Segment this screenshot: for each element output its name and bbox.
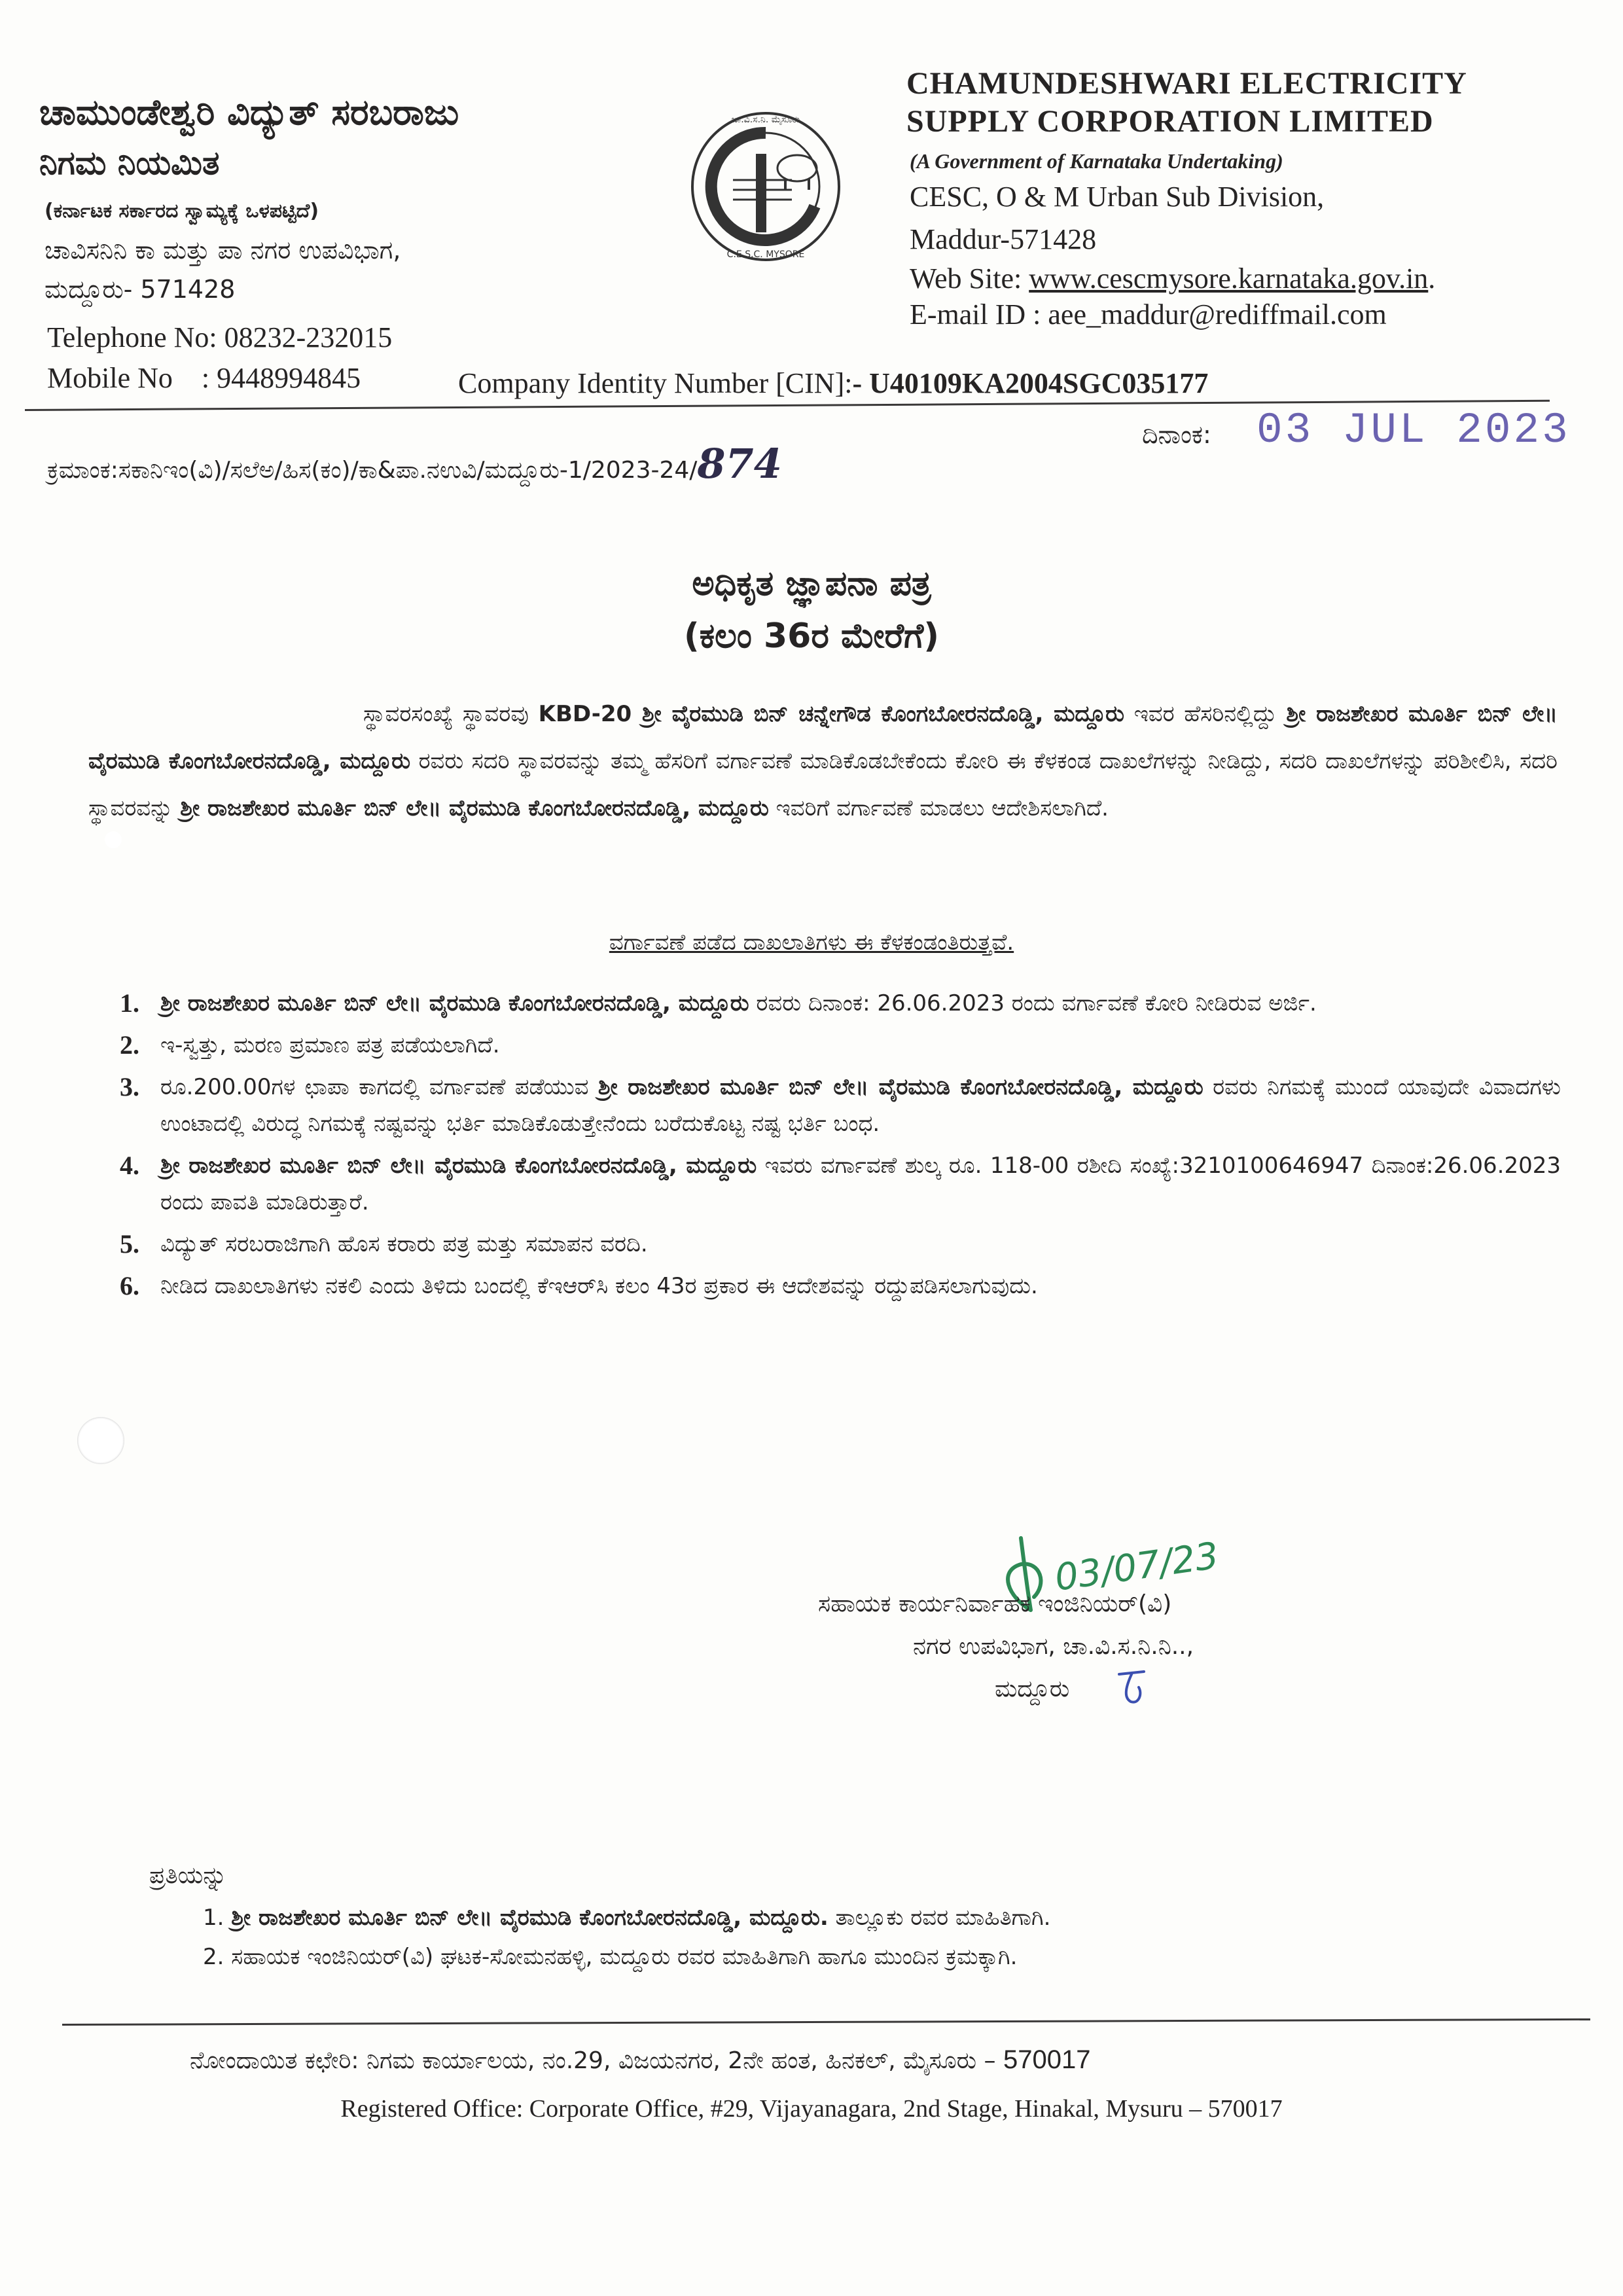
org-name-kn-line1: ಚಾಮುಂಡೇಶ್ವರಿ ವಿದ್ಯುತ್ ಸರಬರಾಜು <box>39 92 459 133</box>
list-text: ನೀಡಿದ ದಾಖಲಾತಿಗಳು ನಕಲಿ ಎಂದು ತಿಳಿದು ಬಂದಲ್ಲಿ ಕೆಇಆರ್‌ಸಿ ಕಲಂ 43ರ ಪ್ರಕಾರ ಈ ಆದೇಶವನ್ನು ರದ್ದುಪಡಿಸಲಾಗುವುದು. <box>160 1273 1038 1299</box>
list-number: 5. <box>120 1229 139 1259</box>
date-stamp: 03 JUL 2023 <box>1257 406 1571 455</box>
initial-mark <box>1113 1668 1152 1707</box>
signature-date: 03/07/23 <box>1052 1534 1222 1600</box>
list-item <box>120 1069 1561 1142</box>
logo-ring-text-top: ಚಾ.ವಿ.ಸ.ನಿ. ಮೈಸೂರು <box>731 115 800 125</box>
footer-divider <box>62 2018 1590 2026</box>
body-bold-1: KBD-20 ಶ್ರೀ ವೈರಮುಡಿ ಬಿನ್ ಚನ್ನೇಗೌಡ ಕೊಂಗಬೋರನದೊಡ್ಡಿ, ಮದ್ದೂರು <box>538 701 1124 727</box>
list-item <box>120 985 1561 1022</box>
website-label: Web Site: <box>910 262 1029 295</box>
list-text: ವಿದ್ಯುತ್ ಸರಬರಾಜಿಗಾಗಿ ಹೊಸ ಕರಾರು ಪತ್ರ ಮತ್ತು ಸಮಾಪನ ವರದಿ. <box>160 1231 648 1257</box>
list-number: 1. <box>120 988 139 1018</box>
list-bold: ಶ್ರೀ ರಾಜಶೇಖರ ಮೂರ್ತಿ ಬಿನ್ ಲೇ॥ ವೈರಮುಡಿ ಕೊಂಗಬೋರನದೊಡ್ಡಿ, ಮದ್ದೂರು <box>160 1153 757 1179</box>
reference-handwritten-number: 874 <box>697 440 782 488</box>
list-item <box>120 1147 1561 1221</box>
list-text: ಇವರು ವರ್ಗಾವಣೆ ಶುಲ್ಕ ರೂ. 118-00 ರಶೀದಿ ಸಂಖ್ಯೆ:3210100646947 ದಿನಾಂಕ:26.06.2023 ರಂದು ಪಾವತಿ ಮಾಡಿರುತ್ತಾರೆ. <box>160 1153 1561 1215</box>
list-text: ರವರು ದಿನಾಂಕ: 26.06.2023 ರಂದು ವರ್ಗಾವಣೆ ಕೋರಿ ನೀಡಿರುವ ಅರ್ಜಿ. <box>749 990 1317 1016</box>
list-bold: ಶ್ರೀ ರಾಜಶೇಖರ ಮೂರ್ತಿ ಬಿನ್ ಲೇ॥ ವೈರಮುಡಿ ಕೊಂಗಬೋರನದೊಡ್ಡಿ, ಮದ್ದೂರು <box>160 990 749 1016</box>
org-name-en-line1: CHAMUNDESHWARI ELECTRICITY <box>906 66 1467 101</box>
list-bold: ಶ್ರೀ ರಾಜಶೇಖರ ಮೂರ್ತಿ ಬಿನ್ ಲೇ॥ ವೈರಮುಡಿ ಕೊಂಗಬೋರನದೊಡ್ಡಿ, ಮದ್ದೂರು. <box>231 1905 829 1931</box>
document-subtitle: (ಕಲಂ 36ರ ಮೇರೆಗೆ) <box>683 617 940 656</box>
address-kn: ಮದ್ದೂರು- 571428 <box>45 275 236 304</box>
signatory-office: ನಗರ ಉಪವಿಭಾಗ, ಚಾ.ವಿ.ಸ.ನಿ.ನಿ.., <box>913 1633 1194 1660</box>
subdivision-en: CESC, O & M Urban Sub Division, <box>910 181 1325 213</box>
signatory-designation: ಸಹಾಯಕ ಕಾರ್ಯನಿರ್ವಾಹಕ ಇಂಜಿನಿಯರ್(ವಿ) <box>818 1590 1172 1617</box>
list-bold: ಶ್ರೀ ರಾಜಶೇಖರ ಮೂರ್ತಿ ಬಿನ್ ಲೇ॥ ವೈರಮುಡಿ ಕೊಂಗಬೋರನದೊಡ್ಡಿ, ಮದ್ದೂರು <box>597 1074 1204 1100</box>
list-number: 4. <box>120 1151 139 1180</box>
org-name-en-line2: SUPPLY CORPORATION LIMITED <box>906 104 1434 139</box>
list-text: ತಾಲ್ಲೂಕು ರವರ ಮಾಹಿತಿಗಾಗಿ. <box>828 1905 1051 1931</box>
org-name-kn-line2: ನಿಗಮ ನಿಯಮಿತ <box>39 144 220 182</box>
registered-office-kn <box>190 2045 1090 2075</box>
website-suffix: . <box>1428 262 1436 295</box>
reference-number <box>47 440 782 488</box>
telephone: Telephone No: 08232-232015 <box>47 321 393 353</box>
address-en: Maddur-571428 <box>910 223 1097 255</box>
cin-value: - U40109KA2004SGC035177 <box>852 367 1209 399</box>
documents-list <box>120 985 1561 1310</box>
list-number: 2. <box>120 1030 139 1060</box>
signatory-place: ಮದ್ದೂರು <box>995 1676 1070 1702</box>
list-text: ಇ-ಸ್ವತ್ತು, ಮರಣ ಪ್ರಮಾಣ ಪತ್ರ ಪಡೆಯಲಾಗಿದೆ. <box>160 1032 500 1058</box>
punch-hole-small <box>105 831 122 848</box>
body-text-1: ಸ್ಥಾವರಸಂಖ್ಯೆ ಸ್ಥಾವರವು <box>363 701 539 727</box>
list-item <box>203 1898 1050 1937</box>
body-bold-2: ಶ್ರೀ ರಾಜಶೇಖರ ಮೂರ್ತಿ ಬಿನ್ ಲೇ॥ ವೈರಮುಡಿ ಕೊಂಗಬೋರನದೊಡ್ಡಿ, ಮದ್ದೂರು <box>88 701 1558 774</box>
govt-undertaking-kn: (ಕರ್ನಾಟಕ ಸರ್ಕಾರದ ಸ್ವಾಮ್ಯಕ್ಕೆ ಒಳಪಟ್ಟಿದೆ) <box>45 200 319 223</box>
list-text: ರವರು ನಿಗಮಕ್ಕೆ ಮುಂದೆ ಯಾವುದೇ ವಿವಾದಗಳು ಉಂಟಾದಲ್ಲಿ ವಿರುದ್ಧ ನಿಗಮಕ್ಕೆ ನಷ್ಟವನ್ನು ಭರ್ತಿ ಮಾಡಿಕೊಡುತ್ತೇನೆಂದು ಬರೆದುಕೊಟ್ಟ ನಷ್ಟ ಭರ್ತಿ ಬಂಧ. <box>160 1074 1561 1137</box>
cin-line <box>458 367 1208 400</box>
list-item <box>120 1268 1561 1304</box>
list-item <box>120 1027 1561 1064</box>
cin-label: Company Identity Number [CIN]: <box>458 367 853 399</box>
date-label: ದಿನಾಂಕ: <box>1142 420 1211 449</box>
logo-ring-text-bottom: C.E.S.C. MYSORE <box>726 249 805 260</box>
document-title: ಅಧಿಕೃತ ಜ್ಞಾಪನಾ ಪತ್ರ <box>692 564 931 603</box>
registered-office-kn-pin: 570017 <box>1003 2045 1091 2074</box>
body-text-4: ಇವರಿಗೆ ವರ್ಗಾವಣೆ ಮಾಡಲು ಆದೇಶಿಸಲಾಗಿದೆ. <box>768 795 1109 821</box>
body-paragraph <box>88 691 1558 832</box>
registered-office-kn-text: ನೋಂದಾಯಿತ ಕಛೇರಿ: ನಿಗಮ ಕಾರ್ಯಾಲಯ, ನಂ.29, ವಿಜಯನಗರ, 2ನೇ ಹಂತ, ಹಿನಕಲ್, ಮೈಸೂರು – <box>190 2047 1003 2074</box>
registered-office-en: Registered Office: Corporate Office, #29, Vijayanagara, 2nd Stage, Hinakal, Mysuru – 570017 <box>340 2095 1283 2123</box>
subdivision-kn: ಚಾವಿಸನಿನಿ ಕಾ ಮತ್ತು ಪಾ ನಗರ ಉಪವಿಭಾಗ, <box>45 236 401 264</box>
website-link[interactable]: www.cescmysore.karnataka.gov.in <box>1029 262 1429 295</box>
list-text: ರೂ.200.00ಗಳ ಛಾಪಾ ಕಾಗದಲ್ಲಿ ವರ್ಗಾವಣೆ ಪಡೆಯುವ <box>160 1074 598 1100</box>
list-number: 6. <box>120 1271 139 1300</box>
body-text-2: ಇವರ ಹೆಸರಿನಲ್ಲಿದ್ದು <box>1124 701 1287 727</box>
body-bold-3: ಶ್ರೀ ರಾಜಶೇಖರ ಮೂರ್ತಿ ಬಿನ್ ಲೇ॥ ವೈರಮುಡಿ ಕೊಂಗಬೋರನದೊಡ್ಡಿ, ಮದ್ದೂರು <box>180 795 769 821</box>
copy-to-list <box>203 1898 1050 1977</box>
email: E-mail ID : aee_maddur@rediffmail.com <box>910 298 1387 331</box>
cesc-logo-icon <box>687 108 844 265</box>
list-number: 3. <box>120 1072 139 1102</box>
mobile: Mobile No : 9448994845 <box>47 362 361 394</box>
list-item: 2. ಸಹಾಯಕ ಇಂಜಿನಿಯರ್(ವಿ) ಘಟಕ-ಸೋಮನಹಳ್ಳಿ, ಮದ್ದೂರು ರವರ ಮಾಹಿತಿಗಾಗಿ ಹಾಗೂ ಮುಂದಿನ ಕ್ರಮಕ್ಕಾಗಿ. <box>203 1944 1018 1970</box>
copy-to-label: ಪ್ರತಿಯನ್ನು <box>149 1862 227 1889</box>
list-item <box>120 1226 1561 1263</box>
govt-undertaking-en: (A Government of Karnataka Undertaking) <box>910 149 1283 173</box>
documents-subheading: ವರ್ಗಾವಣೆ ಪಡೆದ ದಾಖಲಾತಿಗಳು ಈ ಕೆಳಕಂಡಂತಿರುತ್ತವೆ. <box>609 929 1014 956</box>
body-text-3: ರವರು ಸದರಿ ಸ್ಥಾವರವನ್ನು ತಮ್ಮ ಹೆಸರಿಗೆ ವರ್ಗಾವಣೆ ಮಾಡಿಕೊಡಬೇಕೆಂದು ಕೋರಿ ಈ ಕೆಳಕಂಡ ದಾಖಲೆಗಳನ್ನು ನೀಡಿದ್ದು, ಸದರಿ ದಾಖಲೆಗಳನ್ನು ಪರಿಶೀಲಿಸಿ, ಸದರಿ ಸ್ಥಾವರವನ್ನು <box>88 748 1558 821</box>
punch-hole <box>77 1417 124 1464</box>
list-number: 1. <box>203 1905 232 1931</box>
reference-text: ಕ್ರಮಾಂಕ:ಸಕಾನಿಇಂ(ವಿ)/ಸಲೆಅ/ಹಿಸ(ಕಂ)/ಕಾ&ಪಾ.ನಉವಿ/ಮದ್ದೂರು-1/2023-24/ <box>47 457 698 484</box>
website-line <box>910 262 1435 295</box>
